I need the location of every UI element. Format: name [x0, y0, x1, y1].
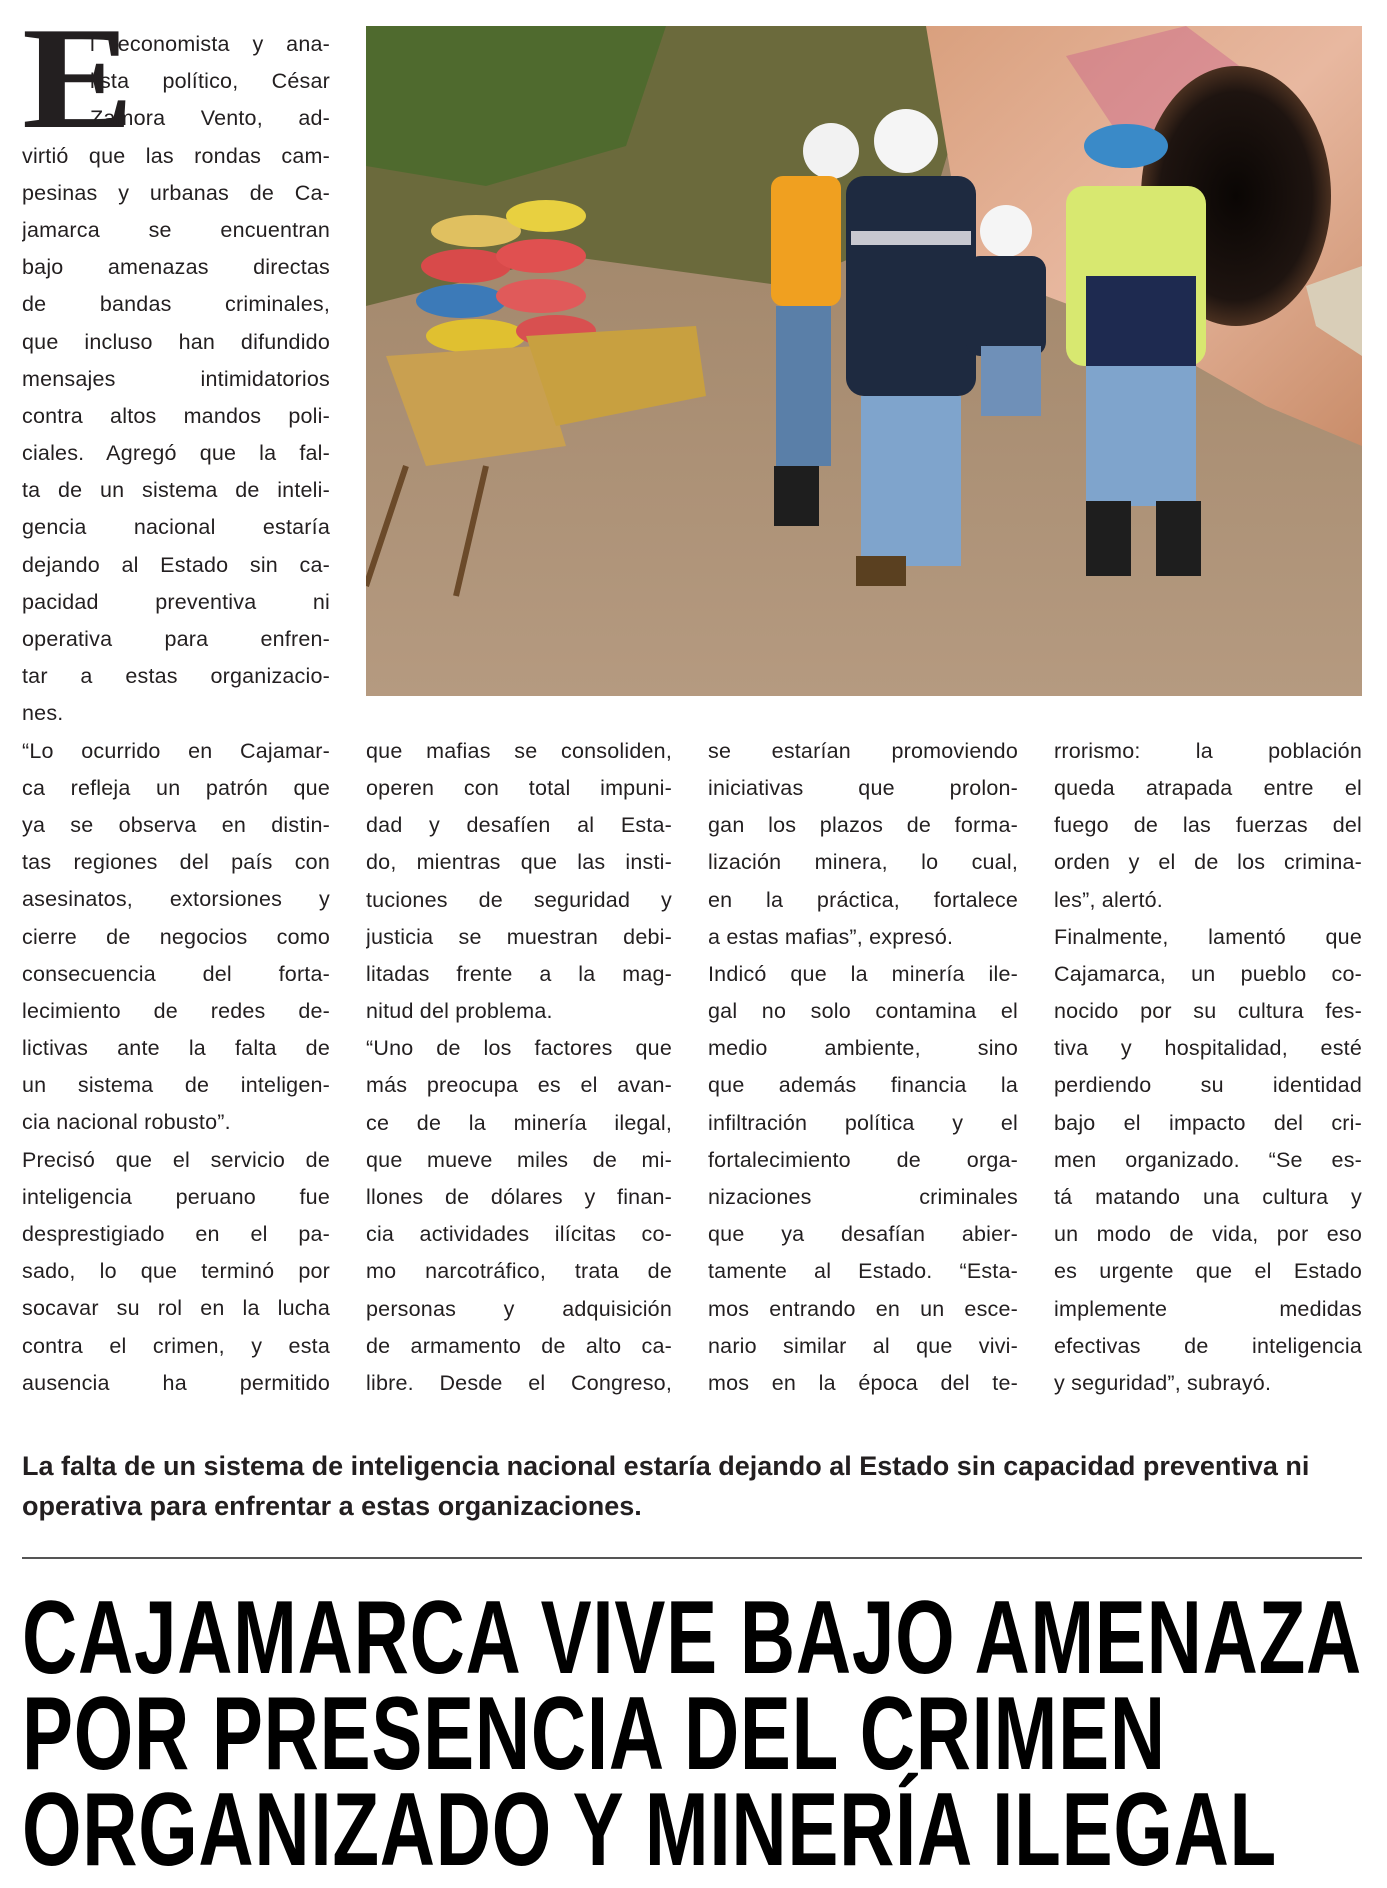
text-line: orden y el de los crimina- — [1054, 850, 1362, 875]
text-line: litadas frente a la mag- — [366, 961, 672, 986]
text-line: llones de dólares y finan- — [366, 1185, 672, 1210]
text-line: de armamento de alto ca- — [366, 1333, 672, 1358]
text-line: libre. Desde el Congreso, — [366, 1370, 672, 1395]
divider — [22, 1557, 1362, 1559]
text-line: lista político, César — [90, 69, 330, 94]
headline-line: CAJAMARCA VIVE BAJO AMENAZA — [22, 1580, 1362, 1696]
text-line: mos en la época del te- — [708, 1370, 1018, 1395]
text-line: dad y desafíen al Esta- — [366, 813, 672, 838]
text-line: ca refleja un patrón que — [22, 775, 330, 800]
text-line: inteligencia peruano fue — [22, 1184, 330, 1209]
text-column — [22, 26, 330, 1402]
text-line: lecimiento de redes de- — [22, 998, 330, 1023]
text-line: que mueve miles de mi- — [366, 1147, 672, 1172]
text-line: que además financia la — [708, 1073, 1018, 1098]
text-line: operativa para enfren- — [22, 627, 330, 651]
text-line: medio ambiente, sino — [708, 1036, 1018, 1061]
text-line: ciales. Agregó que la fal- — [22, 441, 330, 466]
text-line: cia nacional robusto”. — [22, 1110, 231, 1135]
text-line: fuego de las fuerzas del — [1054, 813, 1362, 838]
text-line: sado, lo que terminó por — [22, 1259, 330, 1284]
text-line: tá matando una cultura y — [1054, 1185, 1362, 1210]
text-line: personas y adquisición — [366, 1296, 672, 1321]
text-line: nocido por su cultura fes- — [1054, 999, 1362, 1024]
text-line: contra altos mandos poli- — [22, 403, 330, 428]
text-column — [1054, 733, 1362, 1402]
text-line: Cajamarca, un pueblo co- — [1054, 961, 1362, 986]
text-line: mensajes intimidatorios — [22, 366, 330, 391]
text-line: men organizado. “Se es- — [1054, 1147, 1362, 1172]
drop-cap: E — [22, 18, 134, 130]
text-line: bajo el impacto del cri- — [1054, 1110, 1362, 1135]
text-line: rrorismo: la población — [1054, 738, 1362, 763]
text-line: se estarían promoviendo — [708, 738, 1018, 763]
headline-line: ORGANIZADO Y MINERÍA ILEGAL — [22, 1772, 1278, 1888]
text-line: lictivas ante la falta de — [22, 1036, 330, 1061]
text-line: tar a estas organizacio- — [22, 664, 330, 689]
text-line: un modo de vida, por eso — [1054, 1222, 1362, 1247]
text-line: gencia nacional estaría — [22, 515, 330, 540]
text-line: tamente al Estado. “Esta- — [708, 1259, 1018, 1284]
worker-2 — [846, 109, 976, 586]
text-line: lización minera, lo cual, — [708, 850, 1018, 875]
text-line: Zamora Vento, ad- — [90, 106, 330, 131]
text-line: Precisó que el servicio de — [22, 1147, 330, 1172]
text-line: ta de un sistema de inteli- — [22, 478, 330, 503]
text-line: Finalmente, lamentó que — [1054, 924, 1362, 949]
text-line: gan los plazos de forma- — [708, 813, 1018, 838]
text-line: más preocupa es el avan- — [366, 1073, 672, 1098]
text-line: justicia se muestran debi- — [366, 924, 672, 949]
text-line: consecuencia del forta- — [22, 961, 330, 986]
text-line: a estas mafias”, expresó. — [708, 924, 954, 949]
pull-quote-caption: La falta de un sistema de inteligencia nacional estaría dejando al Estado sin capacidad preventiva ni operativa para enfrentar a estas organizaciones. — [22, 1451, 1310, 1521]
text-line: nizaciones criminales — [708, 1185, 1018, 1210]
text-line: que incluso han difundido — [22, 329, 330, 354]
text-line: nitud del problema. — [366, 999, 553, 1024]
text-line: nario similar al que vivi- — [708, 1333, 1018, 1358]
text-line: bajo amenazas directas — [22, 255, 330, 280]
text-column — [708, 733, 1018, 1402]
text-line: ya se observa en distin- — [22, 812, 330, 837]
text-line: cia actividades ilícitas co- — [366, 1222, 672, 1247]
text-line: “Lo ocurrido en Cajamar- — [22, 738, 330, 763]
text-line: de bandas criminales, — [22, 292, 330, 317]
text-line: implemente medidas — [1054, 1296, 1362, 1321]
headline-line: POR PRESENCIA DEL CRIMEN — [22, 1676, 1166, 1792]
text-line: tiva y hospitalidad, esté — [1054, 1036, 1362, 1061]
text-line: jamarca se encuentran — [22, 217, 330, 242]
text-line: socavar su rol en la lucha — [22, 1296, 330, 1321]
text-line: contra el crimen, y esta — [22, 1333, 330, 1358]
text-line: que ya desafían abier- — [708, 1222, 1018, 1247]
text-line: es urgente que el Estado — [1054, 1259, 1362, 1284]
text-line: mos entrando en un esce- — [708, 1296, 1018, 1321]
text-line: do, mientras que las insti- — [366, 850, 672, 875]
text-line: “Uno de los factores que — [366, 1036, 672, 1061]
text-line: tuciones de seguridad y — [366, 887, 672, 912]
text-line: infiltración política y el — [708, 1110, 1018, 1135]
text-column — [366, 733, 672, 1402]
text-line: operen con total impuni- — [366, 775, 672, 800]
text-line: efectivas de inteligencia — [1054, 1333, 1362, 1358]
text-line: desprestigiado en el pa- — [22, 1222, 330, 1246]
text-line: un sistema de inteligen- — [22, 1073, 330, 1098]
text-line: nes. — [22, 701, 64, 726]
text-line: l economista y ana- — [90, 32, 330, 56]
text-line: virtió que las rondas cam- — [22, 143, 330, 168]
text-line: les”, alertó. — [1054, 887, 1163, 912]
text-line: iniciativas que prolon- — [708, 775, 1018, 800]
text-line: dejando al Estado sin ca- — [22, 552, 330, 577]
text-line: perdiendo su identidad — [1054, 1073, 1362, 1098]
headline — [22, 1580, 1387, 1888]
text-line: mo narcotráfico, trata de — [366, 1259, 672, 1284]
text-line: fortalecimiento de orga- — [708, 1147, 1018, 1172]
article-photo — [366, 26, 1362, 696]
text-line: ausencia ha permitido — [22, 1370, 330, 1395]
text-line: queda atrapada entre el — [1054, 775, 1362, 800]
text-line: ce de la minería ilegal, — [366, 1110, 672, 1135]
text-line: y seguridad”, subrayó. — [1054, 1370, 1272, 1395]
text-line: tas regiones del país con — [22, 850, 330, 875]
text-line: que mafias se consoliden, — [366, 738, 672, 763]
text-line: pacidad preventiva ni — [22, 589, 330, 614]
mine-workers-photo — [366, 26, 1362, 696]
text-line: Indicó que la minería ile- — [708, 961, 1018, 986]
text-line: gal no solo contamina el — [708, 999, 1018, 1024]
text-line: asesinatos, extorsiones y — [22, 887, 330, 912]
text-line: cierre de negocios como — [22, 924, 330, 949]
text-line: pesinas y urbanas de Ca- — [22, 180, 330, 205]
text-line: en la práctica, fortalece — [708, 887, 1018, 912]
